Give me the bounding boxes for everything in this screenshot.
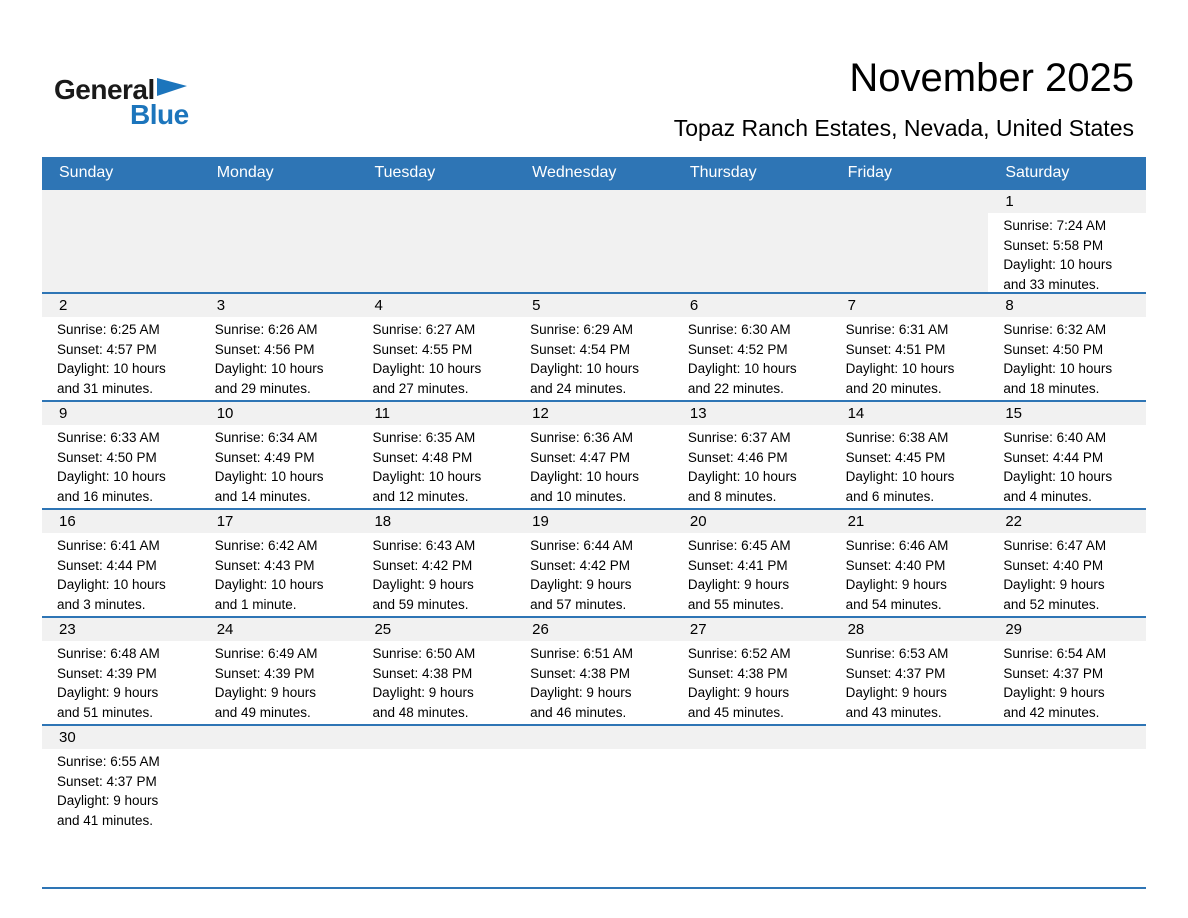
day-number: 20 bbox=[673, 510, 831, 533]
day-cell-body bbox=[42, 533, 200, 614]
empty-day-cell bbox=[357, 726, 515, 887]
day-cell-17 bbox=[200, 510, 358, 616]
weekday-header-wednesday: Wednesday bbox=[532, 164, 617, 181]
sunrise-text: Sunrise: 6:51 AM bbox=[530, 646, 633, 661]
day-number: 30 bbox=[42, 726, 200, 749]
weekday-header-saturday: Saturday bbox=[1005, 164, 1070, 181]
day-cell-body bbox=[673, 641, 831, 722]
sunset-text: Sunset: 4:50 PM bbox=[1003, 341, 1104, 357]
day-number: 6 bbox=[673, 294, 831, 317]
sunset-text: Sunset: 5:58 PM bbox=[1003, 237, 1104, 253]
daylight-text-2: and 10 minutes. bbox=[530, 488, 627, 504]
day-cell-body bbox=[42, 749, 200, 830]
empty-number-band bbox=[988, 726, 1146, 749]
day-number: 2 bbox=[42, 294, 200, 317]
day-number: 21 bbox=[831, 510, 989, 533]
day-cell-6 bbox=[673, 294, 831, 400]
day-cell-15 bbox=[988, 402, 1146, 508]
daylight-text: Daylight: 10 hours bbox=[1003, 361, 1113, 376]
sunrise-text: Sunrise: 6:31 AM bbox=[845, 322, 949, 337]
weekday-header-row bbox=[42, 157, 1146, 188]
weekday-header-sunday: Sunday bbox=[59, 164, 114, 181]
daylight-text-2: and 4 minutes. bbox=[1003, 488, 1092, 504]
sunset-text: Sunset: 4:40 PM bbox=[845, 557, 946, 573]
sunset-text: Sunset: 4:49 PM bbox=[214, 449, 315, 465]
empty-number-band bbox=[200, 726, 358, 749]
day-cell-body bbox=[515, 641, 673, 722]
daylight-text: Daylight: 10 hours bbox=[687, 361, 797, 376]
day-number: 12 bbox=[515, 402, 673, 425]
sunrise-text: Sunrise: 6:43 AM bbox=[372, 538, 476, 553]
daylight-text: Daylight: 10 hours bbox=[1003, 257, 1113, 272]
day-number: 24 bbox=[200, 618, 358, 641]
day-number: 28 bbox=[831, 618, 989, 641]
sunrise-text: Sunrise: 6:27 AM bbox=[372, 322, 476, 337]
sunset-text: Sunset: 4:44 PM bbox=[1003, 449, 1104, 465]
day-number: 1 bbox=[988, 190, 1146, 213]
sunset-text: Sunset: 4:37 PM bbox=[57, 773, 157, 789]
sunset-text: Sunset: 4:55 PM bbox=[372, 341, 473, 357]
daylight-text: Daylight: 10 hours bbox=[845, 469, 955, 484]
sunrise-text: Sunrise: 6:46 AM bbox=[845, 538, 949, 553]
daylight-text-2: and 22 minutes. bbox=[687, 380, 784, 396]
daylight-text: Daylight: 9 hours bbox=[530, 577, 632, 592]
daylight-text-2: and 29 minutes. bbox=[214, 380, 311, 396]
daylight-text-2: and 6 minutes. bbox=[845, 488, 935, 504]
day-cell-body bbox=[200, 641, 358, 722]
sunrise-text: Sunrise: 6:49 AM bbox=[214, 646, 318, 661]
weekday-header-friday: Friday bbox=[847, 164, 893, 181]
day-number: 8 bbox=[988, 294, 1146, 317]
empty-day-cell bbox=[200, 726, 358, 887]
day-cell-12 bbox=[515, 402, 673, 508]
day-number: 25 bbox=[357, 618, 515, 641]
sunset-text: Sunset: 4:38 PM bbox=[687, 665, 788, 681]
daylight-text-2: and 20 minutes. bbox=[845, 380, 942, 396]
daylight-text-2: and 46 minutes. bbox=[530, 704, 627, 720]
daylight-text-2: and 8 minutes. bbox=[687, 488, 777, 504]
sunset-text: Sunset: 4:51 PM bbox=[845, 341, 946, 357]
daylight-text-2: and 27 minutes. bbox=[372, 380, 469, 396]
sunrise-text: Sunrise: 6:38 AM bbox=[845, 430, 949, 445]
day-cell-11 bbox=[357, 402, 515, 508]
sunset-text: Sunset: 4:50 PM bbox=[57, 449, 157, 465]
day-cell-body bbox=[831, 317, 989, 398]
daylight-text: Daylight: 10 hours bbox=[845, 361, 955, 376]
day-cell-body bbox=[673, 425, 831, 506]
daylight-text: Daylight: 10 hours bbox=[214, 361, 324, 376]
sunset-text: Sunset: 4:43 PM bbox=[214, 557, 315, 573]
logo-blue-text: Blue bbox=[130, 99, 189, 130]
day-cell-20 bbox=[673, 510, 831, 616]
day-number: 10 bbox=[200, 402, 358, 425]
daylight-text-2: and 59 minutes. bbox=[372, 596, 469, 612]
sunset-text: Sunset: 4:54 PM bbox=[530, 341, 630, 357]
day-cell-2 bbox=[42, 294, 200, 400]
day-cell-body bbox=[515, 425, 673, 506]
day-cell-7 bbox=[831, 294, 989, 400]
day-cell-19 bbox=[515, 510, 673, 616]
day-cell-body bbox=[988, 317, 1146, 398]
day-cell-18 bbox=[357, 510, 515, 616]
daylight-text: Daylight: 9 hours bbox=[372, 685, 474, 700]
daylight-text-2: and 18 minutes. bbox=[1003, 380, 1100, 396]
day-number: 27 bbox=[673, 618, 831, 641]
day-number: 15 bbox=[988, 402, 1146, 425]
day-number: 19 bbox=[515, 510, 673, 533]
daylight-text-2: and 33 minutes. bbox=[1003, 276, 1100, 292]
daylight-text: Daylight: 9 hours bbox=[687, 577, 790, 592]
sunset-text: Sunset: 4:45 PM bbox=[845, 449, 946, 465]
empty-day-cell bbox=[831, 726, 989, 887]
month-title: November 2025 bbox=[849, 56, 1134, 100]
sunrise-text: Sunrise: 6:48 AM bbox=[57, 646, 160, 661]
day-number: 22 bbox=[988, 510, 1146, 533]
day-cell-body bbox=[988, 641, 1146, 722]
daylight-text: Daylight: 10 hours bbox=[372, 469, 482, 484]
daylight-text: Daylight: 9 hours bbox=[372, 577, 474, 592]
weekday-header-tuesday: Tuesday bbox=[374, 164, 436, 181]
day-number: 14 bbox=[831, 402, 989, 425]
sunset-text: Sunset: 4:40 PM bbox=[1003, 557, 1104, 573]
daylight-text: Daylight: 10 hours bbox=[214, 577, 324, 592]
daylight-text: Daylight: 10 hours bbox=[214, 469, 324, 484]
day-cell-8 bbox=[988, 294, 1146, 400]
logo-general-text: General bbox=[54, 74, 155, 105]
sunrise-text: Sunrise: 6:47 AM bbox=[1003, 538, 1107, 553]
day-cell-4 bbox=[357, 294, 515, 400]
day-cell-9 bbox=[42, 402, 200, 508]
day-cell-body bbox=[988, 213, 1146, 294]
day-cell-body bbox=[515, 317, 673, 398]
daylight-text: Daylight: 9 hours bbox=[57, 685, 159, 700]
week-row-4 bbox=[42, 508, 1146, 616]
daylight-text: Daylight: 10 hours bbox=[530, 361, 639, 376]
daylight-text-2: and 16 minutes. bbox=[57, 488, 154, 504]
sunrise-text: Sunrise: 6:55 AM bbox=[57, 754, 160, 769]
sunset-text: Sunset: 4:37 PM bbox=[1003, 665, 1104, 681]
sunrise-text: Sunrise: 6:50 AM bbox=[372, 646, 476, 661]
daylight-text-2: and 1 minute. bbox=[214, 596, 297, 612]
daylight-text: Daylight: 9 hours bbox=[687, 685, 790, 700]
day-cell-1 bbox=[988, 190, 1146, 292]
day-cell-body bbox=[831, 533, 989, 614]
sunrise-text: Sunrise: 6:30 AM bbox=[687, 322, 791, 337]
day-cell-27 bbox=[673, 618, 831, 724]
daylight-text-2: and 14 minutes. bbox=[214, 488, 311, 504]
daylight-text: Daylight: 9 hours bbox=[530, 685, 632, 700]
day-cell-body bbox=[42, 425, 200, 506]
day-number: 26 bbox=[515, 618, 673, 641]
daylight-text-2: and 42 minutes. bbox=[1003, 704, 1100, 720]
week-row-6 bbox=[42, 724, 1146, 887]
sunrise-text: Sunrise: 6:53 AM bbox=[845, 646, 949, 661]
day-cell-26 bbox=[515, 618, 673, 724]
day-cell-5 bbox=[515, 294, 673, 400]
day-cell-body bbox=[42, 641, 200, 722]
empty-day-cell bbox=[200, 190, 358, 292]
day-cell-body bbox=[831, 641, 989, 722]
day-cell-body bbox=[200, 533, 358, 614]
day-cell-body bbox=[673, 317, 831, 398]
empty-day-cell bbox=[988, 726, 1146, 887]
header-titles bbox=[674, 56, 1134, 142]
empty-day-cell bbox=[673, 190, 831, 292]
daylight-text: Daylight: 9 hours bbox=[845, 685, 947, 700]
sunset-text: Sunset: 4:38 PM bbox=[372, 665, 473, 681]
sunrise-text: Sunrise: 6:37 AM bbox=[687, 430, 791, 445]
sunset-text: Sunset: 4:57 PM bbox=[57, 341, 157, 357]
sunrise-text: Sunrise: 6:45 AM bbox=[687, 538, 791, 553]
sunset-text: Sunset: 4:38 PM bbox=[530, 665, 630, 681]
day-cell-body bbox=[831, 425, 989, 506]
day-cell-body bbox=[515, 533, 673, 614]
empty-day-cell bbox=[515, 190, 673, 292]
daylight-text-2: and 43 minutes. bbox=[845, 704, 942, 720]
sunset-text: Sunset: 4:37 PM bbox=[845, 665, 946, 681]
daylight-text: Daylight: 9 hours bbox=[57, 793, 159, 808]
sunrise-text: Sunrise: 6:33 AM bbox=[57, 430, 160, 445]
daylight-text: Daylight: 9 hours bbox=[214, 685, 317, 700]
week-row-5 bbox=[42, 616, 1146, 724]
sunset-text: Sunset: 4:42 PM bbox=[372, 557, 473, 573]
daylight-text-2: and 52 minutes. bbox=[1003, 596, 1100, 612]
day-number: 13 bbox=[673, 402, 831, 425]
daylight-text-2: and 12 minutes. bbox=[372, 488, 469, 504]
logo-flag-icon bbox=[157, 78, 187, 100]
daylight-text-2: and 48 minutes. bbox=[372, 704, 469, 720]
daylight-text: Daylight: 10 hours bbox=[57, 577, 166, 592]
daylight-text-2: and 41 minutes. bbox=[57, 812, 154, 828]
day-cell-23 bbox=[42, 618, 200, 724]
day-number: 9 bbox=[42, 402, 200, 425]
empty-number-band bbox=[515, 726, 673, 749]
calendar-weeks bbox=[42, 188, 1146, 887]
week-row-2 bbox=[42, 292, 1146, 400]
day-cell-body bbox=[200, 425, 358, 506]
day-cell-24 bbox=[200, 618, 358, 724]
day-cell-body bbox=[357, 425, 515, 506]
empty-day-cell bbox=[357, 190, 515, 292]
daylight-text-2: and 24 minutes. bbox=[530, 380, 627, 396]
day-number: 23 bbox=[42, 618, 200, 641]
empty-number-band bbox=[831, 726, 989, 749]
day-number: 29 bbox=[988, 618, 1146, 641]
daylight-text-2: and 51 minutes. bbox=[57, 704, 154, 720]
day-cell-10 bbox=[200, 402, 358, 508]
daylight-text-2: and 55 minutes. bbox=[687, 596, 784, 612]
daylight-text: Daylight: 10 hours bbox=[57, 469, 166, 484]
day-number: 4 bbox=[357, 294, 515, 317]
day-cell-3 bbox=[200, 294, 358, 400]
day-number: 7 bbox=[831, 294, 989, 317]
sunrise-text: Sunrise: 6:34 AM bbox=[214, 430, 318, 445]
weekday-header-monday: Monday bbox=[216, 164, 274, 181]
daylight-text-2: and 45 minutes. bbox=[687, 704, 784, 720]
sunset-text: Sunset: 4:44 PM bbox=[57, 557, 157, 573]
day-cell-body bbox=[988, 533, 1146, 614]
daylight-text: Daylight: 9 hours bbox=[1003, 685, 1105, 700]
day-cell-25 bbox=[357, 618, 515, 724]
daylight-text-2: and 49 minutes. bbox=[214, 704, 311, 720]
daylight-text-2: and 54 minutes. bbox=[845, 596, 942, 612]
sunrise-text: Sunrise: 6:44 AM bbox=[530, 538, 633, 553]
day-cell-22 bbox=[988, 510, 1146, 616]
general-blue-logo bbox=[54, 76, 189, 129]
calendar-table bbox=[42, 157, 1146, 889]
daylight-text: Daylight: 9 hours bbox=[1003, 577, 1105, 592]
sunrise-text: Sunrise: 6:41 AM bbox=[57, 538, 160, 553]
sunset-text: Sunset: 4:52 PM bbox=[687, 341, 788, 357]
sunrise-text: Sunrise: 6:35 AM bbox=[372, 430, 476, 445]
day-cell-body bbox=[673, 533, 831, 614]
sunrise-text: Sunrise: 6:32 AM bbox=[1003, 322, 1107, 337]
sunset-text: Sunset: 4:46 PM bbox=[687, 449, 788, 465]
day-number: 16 bbox=[42, 510, 200, 533]
empty-day-cell bbox=[515, 726, 673, 887]
sunrise-text: Sunrise: 6:25 AM bbox=[57, 322, 160, 337]
sunrise-text: Sunrise: 6:36 AM bbox=[530, 430, 633, 445]
day-cell-body bbox=[357, 641, 515, 722]
daylight-text: Daylight: 10 hours bbox=[372, 361, 482, 376]
empty-day-cell bbox=[42, 190, 200, 292]
day-cell-28 bbox=[831, 618, 989, 724]
sunset-text: Sunset: 4:47 PM bbox=[530, 449, 630, 465]
day-number: 3 bbox=[200, 294, 358, 317]
day-number: 17 bbox=[200, 510, 358, 533]
location-subtitle: Topaz Ranch Estates, Nevada, United States bbox=[673, 115, 1134, 141]
week-row-1 bbox=[42, 188, 1146, 292]
day-number: 18 bbox=[357, 510, 515, 533]
sunset-text: Sunset: 4:56 PM bbox=[214, 341, 315, 357]
week-row-3 bbox=[42, 400, 1146, 508]
sunset-text: Sunset: 4:41 PM bbox=[687, 557, 788, 573]
day-number: 11 bbox=[357, 402, 515, 425]
sunrise-text: Sunrise: 6:40 AM bbox=[1003, 430, 1107, 445]
day-cell-13 bbox=[673, 402, 831, 508]
daylight-text: Daylight: 10 hours bbox=[530, 469, 639, 484]
weekday-header-thursday: Thursday bbox=[689, 164, 757, 181]
sunrise-text: Sunrise: 6:29 AM bbox=[530, 322, 633, 337]
day-cell-21 bbox=[831, 510, 989, 616]
daylight-text: Daylight: 10 hours bbox=[687, 469, 797, 484]
sunrise-text: Sunrise: 7:24 AM bbox=[1003, 218, 1107, 233]
day-cell-body bbox=[357, 533, 515, 614]
day-cell-body bbox=[357, 317, 515, 398]
day-cell-14 bbox=[831, 402, 989, 508]
day-cell-body bbox=[42, 317, 200, 398]
daylight-text: Daylight: 10 hours bbox=[1003, 469, 1113, 484]
daylight-text-2: and 31 minutes. bbox=[57, 380, 154, 396]
sunset-text: Sunset: 4:48 PM bbox=[372, 449, 473, 465]
sunrise-text: Sunrise: 6:52 AM bbox=[687, 646, 791, 661]
sunset-text: Sunset: 4:39 PM bbox=[214, 665, 315, 681]
day-cell-30 bbox=[42, 726, 200, 887]
sunrise-text: Sunrise: 6:42 AM bbox=[214, 538, 318, 553]
day-number: 5 bbox=[515, 294, 673, 317]
sunrise-text: Sunrise: 6:54 AM bbox=[1003, 646, 1107, 661]
day-cell-body bbox=[200, 317, 358, 398]
empty-day-cell bbox=[673, 726, 831, 887]
daylight-text: Daylight: 9 hours bbox=[845, 577, 947, 592]
daylight-text: Daylight: 10 hours bbox=[57, 361, 166, 376]
sunset-text: Sunset: 4:39 PM bbox=[57, 665, 157, 681]
empty-number-band bbox=[357, 726, 515, 749]
sunset-text: Sunset: 4:42 PM bbox=[530, 557, 630, 573]
sunrise-text: Sunrise: 6:26 AM bbox=[214, 322, 318, 337]
daylight-text-2: and 57 minutes. bbox=[530, 596, 627, 612]
day-cell-29 bbox=[988, 618, 1146, 724]
empty-number-band bbox=[673, 726, 831, 749]
day-cell-16 bbox=[42, 510, 200, 616]
day-cell-body bbox=[988, 425, 1146, 506]
daylight-text-2: and 3 minutes. bbox=[57, 596, 146, 612]
empty-day-cell bbox=[831, 190, 989, 292]
